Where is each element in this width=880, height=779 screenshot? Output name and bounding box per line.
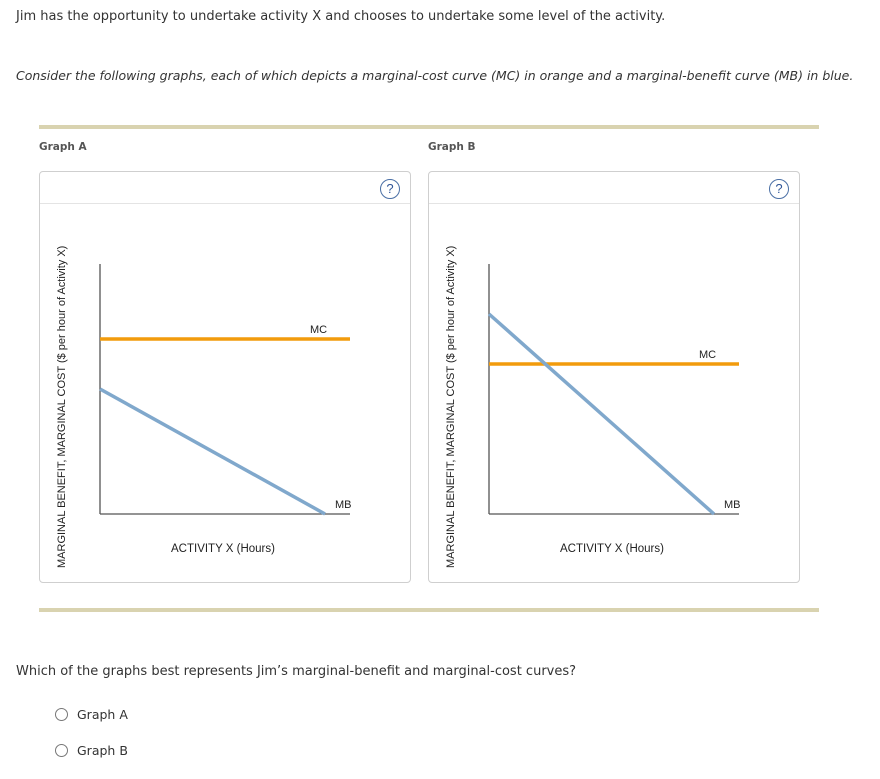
option-graph-b[interactable]: [55, 743, 128, 758]
graph-a-plot: [40, 172, 410, 582]
bottom-divider: [39, 608, 819, 612]
option-graph-b-label: Graph B: [77, 743, 128, 758]
top-divider: [39, 125, 819, 129]
graph-b-mb-label: MB: [724, 499, 741, 511]
graph-a-y-axis-label: MARGINAL BENEFIT, MARGINAL COST ($ per hour of Activity X): [56, 245, 68, 568]
graph-a-x-axis-label: ACTIVITY X (Hours): [171, 543, 275, 555]
graph-a-mb-line: [100, 389, 325, 514]
graph-b-x-axis-label: ACTIVITY X (Hours): [560, 543, 664, 555]
graph-b-mb-line: [489, 314, 717, 514]
graph-b-title: Graph B: [428, 141, 476, 153]
instructions-text: Consider the following graphs, each of which depicts a marginal-cost curve (MC) in orange and a marginal-benefit curve (MB) in blue.: [16, 68, 854, 83]
graph-a-help-icon[interactable]: ?: [380, 179, 400, 199]
intro-text: Jim has the opportunity to undertake activity X and chooses to undertake some level of the activity.: [16, 9, 666, 24]
option-graph-a-label: Graph A: [77, 707, 128, 722]
radio-graph-b[interactable]: [55, 744, 68, 757]
option-graph-a[interactable]: [55, 707, 128, 722]
graph-a-title: Graph A: [39, 141, 87, 153]
graph-a-mb-label: MB: [335, 499, 352, 511]
graph-b-plot: [429, 172, 799, 582]
graph-b-y-axis-label: MARGINAL BENEFIT, MARGINAL COST ($ per hour of Activity X): [445, 245, 457, 568]
radio-graph-a[interactable]: [55, 708, 68, 721]
graph-a-mc-label: MC: [310, 324, 328, 336]
graph-b-mc-label: MC: [699, 349, 717, 361]
graph-b-help-icon[interactable]: ?: [769, 179, 789, 199]
graph-a-panel: [39, 171, 411, 583]
graph-b-panel: [428, 171, 800, 583]
question-text: Which of the graphs best represents Jim’s marginal-benefit and marginal-cost curves?: [16, 664, 577, 679]
